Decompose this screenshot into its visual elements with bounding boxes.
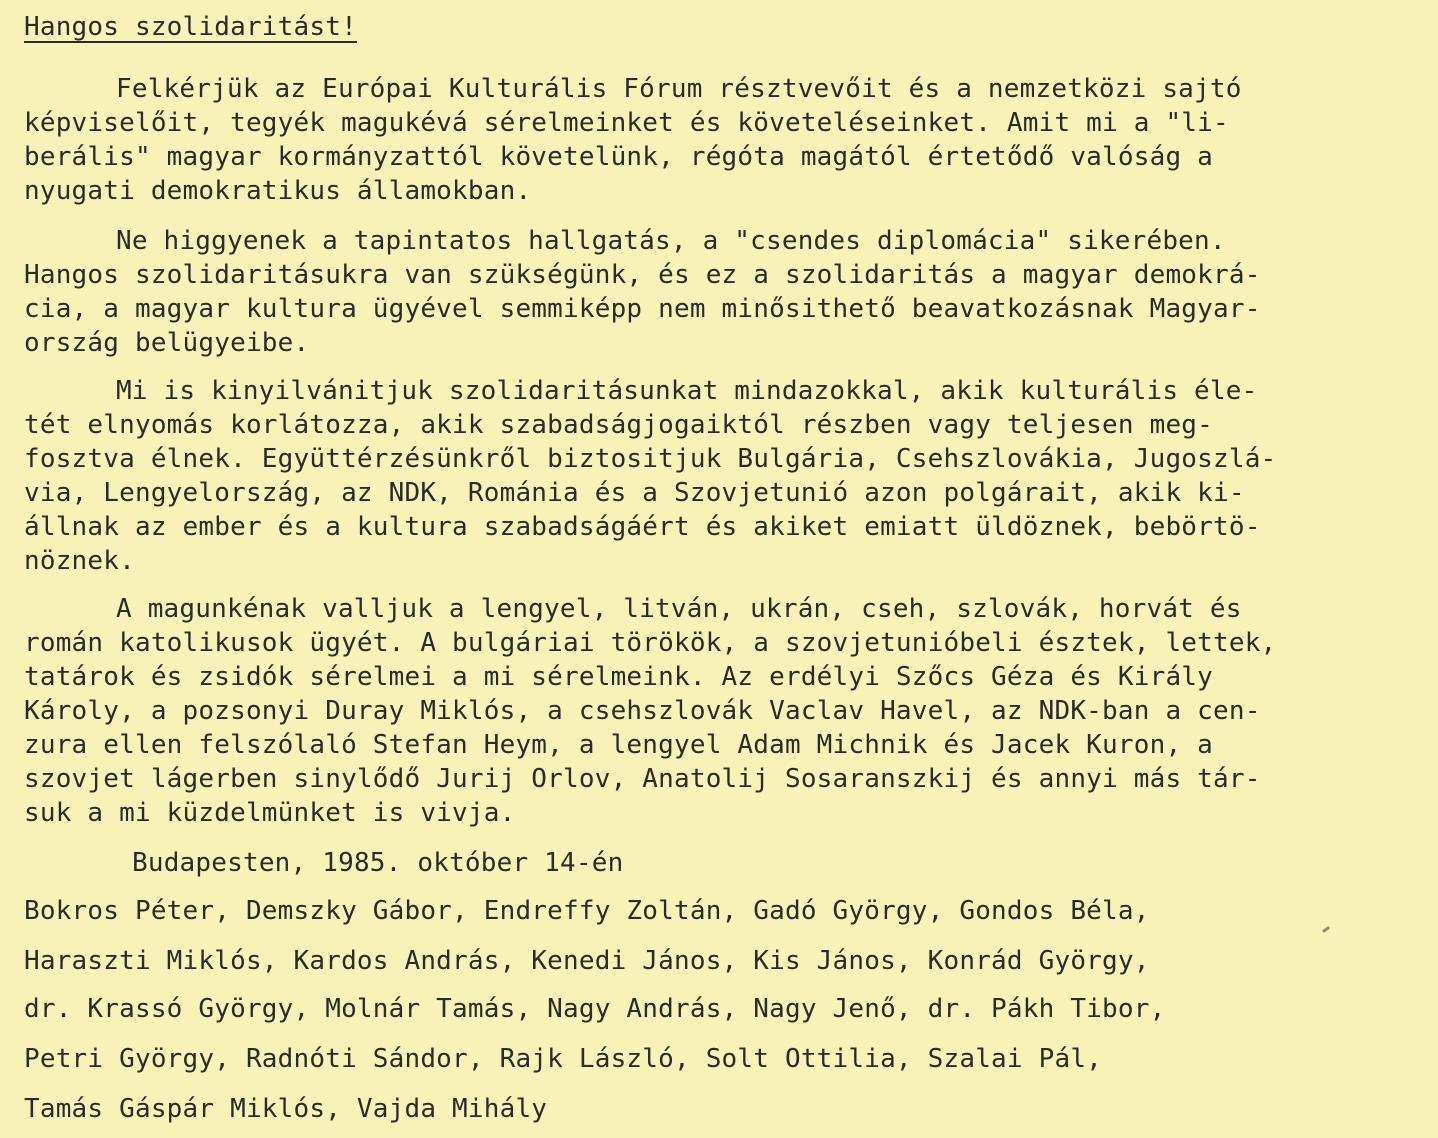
dateline: Budapesten, 1985. október 14-én — [132, 848, 624, 878]
paragraph1-line-2: képviselőit, tegyék magukévá sérelmeinket és követeléseinket. Amit mi a "li- — [24, 108, 1229, 138]
paragraph4-line-1: A magunkénak valljuk a lengyel, litván, ukrán, cseh, szlovák, horvát és — [116, 594, 1242, 624]
paragraph3-line-2: tét elnyomás korlátozza, akik szabadságjogaiktól részben vagy teljesen meg- — [24, 410, 1213, 440]
paragraph4-line-6: szovjet lágerben sinylődő Jurij Orlov, Anatolij Sosaranszkij és annyi más tár- — [24, 764, 1261, 794]
signatories-line-5: Tamás Gáspár Miklós, Vajda Mihály — [24, 1094, 548, 1124]
paragraph1-line-3: berális" magyar kormányzattól követelünk, régóta magától értetődő valóság a — [24, 142, 1213, 172]
paragraph3-line-6: nöznek. — [24, 546, 135, 576]
paragraph1-line-4: nyugati demokratikus államokban. — [24, 176, 532, 206]
paragraph1-line-1: Felkérjük az Európai Kulturális Fórum résztvevőit és a nemzetközi sajtó — [116, 74, 1242, 104]
signatories-line-3: dr. Krassó György, Molnár Tamás, Nagy András, Nagy Jenő, dr. Pákh Tibor, — [24, 994, 1166, 1024]
paragraph2-line-2: Hangos szolidaritásukra van szükségünk, és ez a szolidaritás a magyar demokrá- — [24, 260, 1261, 290]
paragraph3-line-3: fosztva élnek. Együttérzésünkről biztositjuk Bulgária, Csehszlovákia, Jugoszlá- — [24, 444, 1277, 474]
paragraph2-line-4: ország belügyeibe. — [24, 328, 310, 358]
signatories-line-2: Haraszti Miklós, Kardos András, Kenedi János, Kis János, Konrád György, — [24, 946, 1150, 976]
paragraph4-line-5: zura ellen felszólaló Stefan Heym, a lengyel Adam Michnik és Jacek Kuron, a — [24, 730, 1213, 760]
paragraph4-line-2: román katolikusok ügyét. A bulgáriai törökök, a szovjetunióbeli észtek, lettek, — [24, 628, 1277, 658]
paper-speck — [1322, 926, 1330, 933]
paragraph4-line-7: suk a mi küzdelmünket is vivja. — [24, 798, 516, 828]
signatories-line-4: Petri György, Radnóti Sándor, Rajk László, Solt Ottilia, Szalai Pál, — [24, 1044, 1103, 1074]
paragraph3-line-1: Mi is kinyilvánitjuk szolidaritásunkat mindazokkal, akik kulturális éle- — [116, 376, 1258, 406]
paragraph3-line-5: állnak az ember és a kultura szabadságáért és akiket emiatt üldöznek, bebörtö- — [24, 512, 1261, 542]
paragraph3-line-4: via, Lengyelország, az NDK, Románia és a Szovjetunió azon polgárait, akik ki- — [24, 478, 1245, 508]
paragraph2-line-1: Ne higgyenek a tapintatos hallgatás, a "csendes diplomácia" sikerében. — [116, 226, 1226, 256]
paragraph2-line-3: cia, a magyar kultura ügyével semmiképp nem minősithető beavatkozásnak Magyar- — [24, 294, 1261, 324]
paragraph4-line-3: tatárok és zsidók sérelmei a mi sérelmeink. Az erdélyi Szőcs Géza és Király — [24, 662, 1213, 692]
document-title: Hangos szolidaritást! — [24, 12, 357, 42]
paragraph4-line-4: Károly, a pozsonyi Duray Miklós, a csehszlovák Vaclav Havel, az NDK-ban a cen- — [24, 696, 1261, 726]
signatories-line-1: Bokros Péter, Demszky Gábor, Endreffy Zoltán, Gadó György, Gondos Béla, — [24, 896, 1150, 926]
